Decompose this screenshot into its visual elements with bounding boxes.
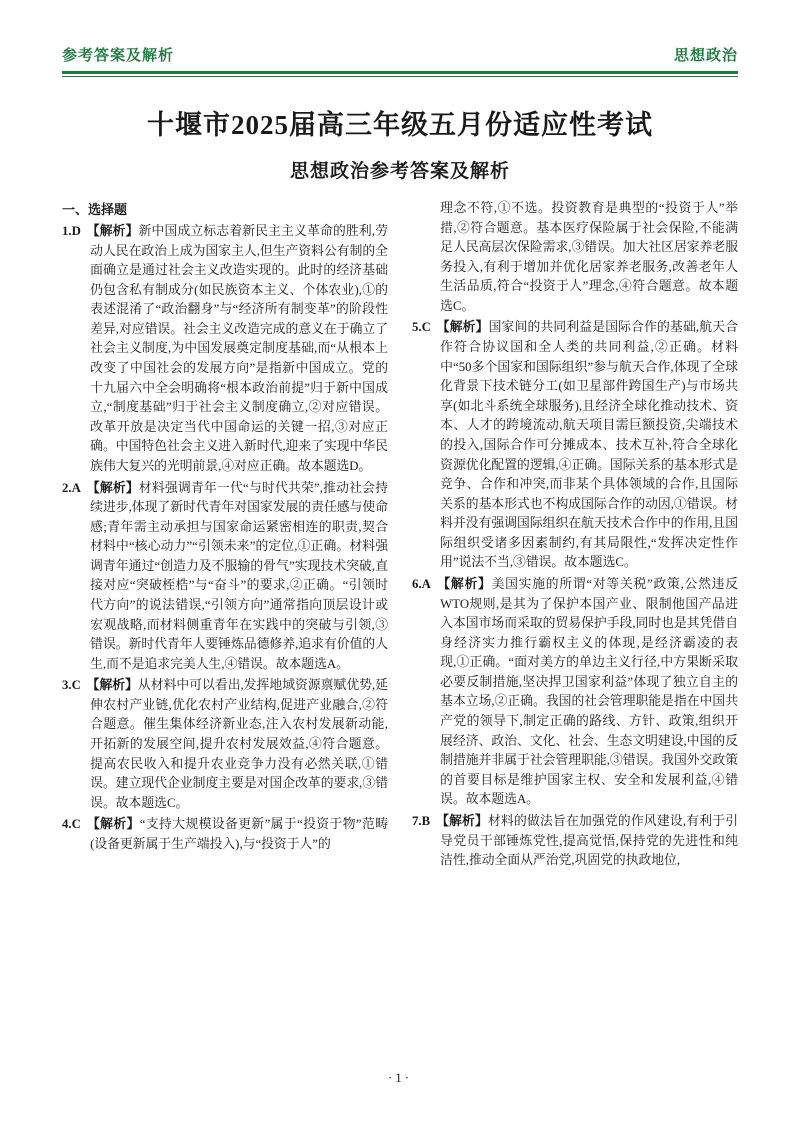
page-header [62, 44, 738, 71]
answer-item-5 [412, 318, 738, 573]
answer-number: 7.B [412, 813, 431, 828]
analysis-text: 从材料中可以看出,发挥地域资源禀赋优势,延伸农村产业链,优化农村产业结构,促进产业融合,②符合题意。催生集体经济新业态,注入农村发展新动能,开拓新的发展空间,提升农村发展效益,④符合题意。提高农民收入和提升农业竞争力没有必然关联,①错误。建立现代企业制度主要是对国企改革的要求,③错误。故本题选C。 [90, 678, 388, 810]
answer-item-6 [412, 575, 738, 810]
header-right-label: 思想政治 [673, 48, 738, 64]
answer-item-4 [62, 815, 388, 854]
page-number: ·1· [387, 1070, 413, 1085]
analysis-text: 新中国成立标志着新民主主义革命的胜利,劳动人民在政治上成为国家主人,但生产资料公有制的全面确立是通过社会主义改造实现的。此时的经济基础仍包含私有制成分(如民族资本主义、个体农业),①的表述混淆了“政治翻身”与“经济所有制变革”的阶段性差异,对应错误。社会主义改造完成的意义在于确立了社会主义制度,为中国发展奠定制度基础,而“从根本上改变了中国社会的发展方向”是指新中国成立。党的十九届六中全会明确将“根本政治前提”归于新中国成立,“制度基础”归于社会主义制度确立,②对应错误。改革开放是决定当代中国命运的关键一招,③对应正确。中国特色社会主义进入新时代,迎来了实现中华民族伟大复兴的光明前景,④对应正确。故本题选D。 [90, 224, 389, 473]
analysis-text: 材料的做法旨在加强党的作风建设,有利于引导党员干部锤炼党性,提高觉悟,保持党的先进性和纯洁性,推动全面从严治党,巩固党的执政地位, [440, 813, 739, 868]
analysis-label: 【解析】 [436, 576, 492, 591]
exam-title: 十堰市2025届高三年级五月份适应性考试 [147, 110, 653, 140]
answer-item-7 [412, 812, 738, 871]
answer-item-4-continuation [412, 199, 738, 316]
answer-number: 1.D [62, 224, 81, 238]
analysis-text: 国家间的共同利益是国际合作的基础,航天合作符合协议国和全人类的共同利益,②正确。材料中“50多个国家和国际组织”参与航天合作,体现了全球化背景下技术链分工(如卫星部件跨国生产)与市场共享(如北斗系统全球服务),且经济全球化推动技术、资本、人才的跨境流动,航天项目需巨额投资,尖端技术的投入,国际合作可分摊成本、技术互补,符合全球化资源优化配置的逻辑,④正确。国际关系的基本形式是竞争、合作和冲突,而非某个具体领域的合作,且国际关系的基本形式也不构成国际合作的动因,①错误。材料并没有强调国际组织在航天技术合作中的作用,且国际组织受诸多因素制约,有其局限性,“发挥决定性作用”说法不当,③错误。故本题选C。 [440, 320, 739, 570]
answer-number: 6.A [412, 576, 431, 591]
analysis-label: 【解析】 [435, 813, 489, 828]
content-columns [62, 199, 738, 873]
answer-item-2 [62, 479, 388, 675]
header-left-label: 参考答案及解析 [62, 48, 175, 64]
analysis-label: 【解析】 [436, 320, 489, 335]
analysis-label: 【解析】 [86, 817, 140, 832]
answer-item-3 [62, 676, 388, 813]
analysis-text: 理念不符,①不选。投资教育是典型的“投资于人”举措,②符合题意。基本医疗保险属于社会保险,不能满足人民高层次保险需求,③错误。加大社区居家养老服务投入,有利于增加并优化居家养老服务,改善老年人生活品质,符合“投资于人”理念,④符合题意。故本题选C。 [440, 201, 738, 313]
answer-number: 4.C [62, 817, 81, 832]
header-rule-thin [62, 76, 738, 77]
answer-number: 5.C [412, 320, 431, 335]
header-rule-thick [62, 71, 738, 74]
section-heading: 一、选择题 [62, 202, 128, 217]
answer-number: 3.C [62, 678, 81, 693]
answer-item-1 [62, 222, 388, 477]
left-column [62, 199, 388, 873]
analysis-text: “支持大规模设备更新”属于“投资于物”范畴(设备更新属于生产端投入),与“投资于人”的 [90, 817, 388, 851]
analysis-text: 美国实施的所谓“对等关税”政策,公然违反WTO规则,是其为了保护本国产业、限制他国产品进入本国市场而采取的贸易保护手段,同时也是其凭借自身经济实力推行霸权主义的体现,是经济霸凌的表现,①正确。“面对美方的单边主义行径,中方果断采取必要反制措施,坚决捍卫国家利益”体现了独立自主的基本立场,②正确。我国的社会管理职能是指在中国共产党的领导下,制定正确的路线、方针、政策,组织开展经济、政治、文化、社会、生态文明建设,中国的反制措施并非属于社会管理职能,③错误。我国外交政策的首要目标是维护国家主权、安全和发展利益,④错误。故本题选A。 [440, 576, 739, 807]
analysis-label: 【解析】 [86, 678, 138, 693]
exam-subtitle: 思想政治参考答案及解析 [289, 161, 510, 182]
analysis-label: 【解析】 [86, 224, 139, 238]
answer-number: 2.A [62, 480, 81, 495]
analysis-label: 【解析】 [86, 480, 139, 495]
analysis-text: 材料强调青年一代“与时代共荣”,推动社会持续进步,体现了新时代青年对国家发展的责任感与使命感;青年需主动承担与国家命运紧密相连的职责,契合材料中“核心动力”“引领未来”的定位,①正确。材料强调青年通过“创造力及不服输的骨气”实现技术突破,直接对应“突破桎梏”与“奋斗”的要求,②正确。“引领时代方向”的说法错误,“引领方向”通常指向顶层设计或宏观战略,而材料侧重青年在实践中的突破与引领,③错误。新时代青年人要锤炼品德修养,追求有价值的人生,而不是追求完美人生,④错误。故本题选A。 [90, 480, 388, 671]
right-column [412, 199, 738, 873]
